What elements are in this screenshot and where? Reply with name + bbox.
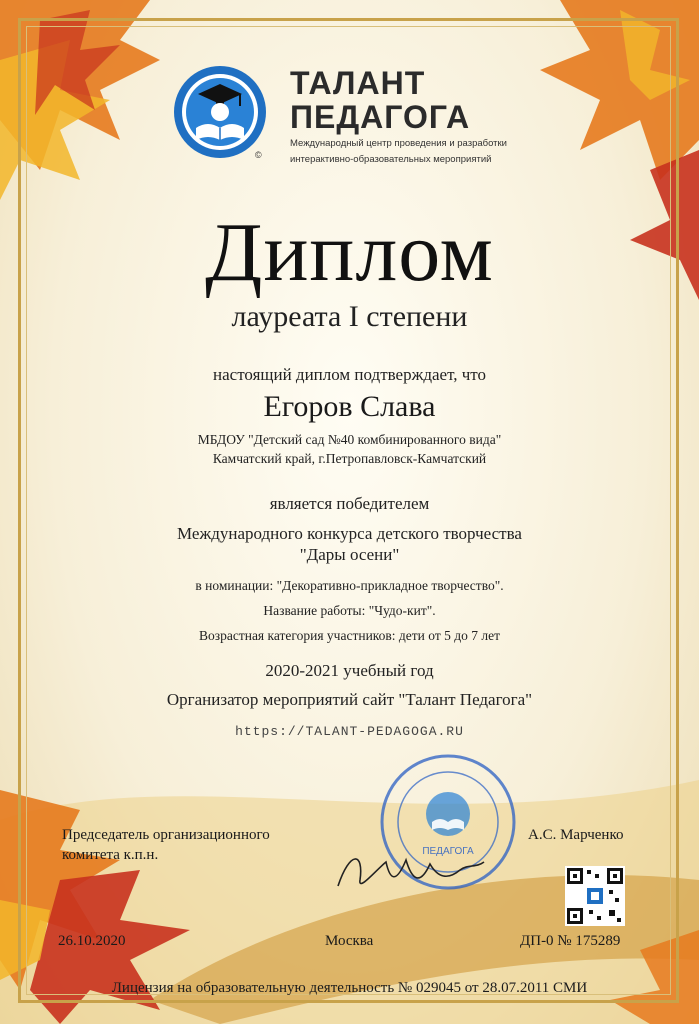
brand-tagline-line2: интерактивно-образовательных мероприятий [290, 154, 492, 165]
license-text: Лицензия на образовательную деятельность № 029045 от 28.07.2011 СМИ [111, 980, 588, 996]
age-category-text: Возрастная категория участников: дети от 5 до 7 лет [199, 628, 500, 643]
institution-text: МБДОУ "Детский сад №40 комбинированного вида" [197, 432, 502, 447]
school-year-text: 2020-2021 учебный год [265, 661, 434, 680]
talant-pedagoga-logo-icon [172, 64, 268, 160]
stamp-label: ПЕДАГОГА [422, 846, 474, 857]
nomination-text: в номинации: "Декоративно-прикладное творчество". [195, 578, 504, 593]
website-url: https://TALANT-PEDAGOGA.RU [235, 724, 464, 739]
brand-block [290, 66, 590, 166]
brand-name-line1: ТАЛАНТ [290, 65, 426, 101]
work-title-text: Название работы: "Чудо-кит". [263, 603, 436, 618]
signer-name: А.С. Марченко [528, 827, 624, 843]
diploma-subtitle: лауреата I степени [231, 300, 468, 333]
diploma-number: ДП-0 № 175289 [520, 933, 621, 949]
recipient-name: Егоров Слава [263, 390, 436, 423]
chair-title-line1: Председатель организационного [62, 827, 270, 843]
contest-line2: "Дары осени" [299, 545, 400, 564]
brand-tagline-line1: Международный центр проведения и разработки [290, 138, 507, 149]
contest-line1: Международного конкурса детского творчества [177, 524, 522, 543]
organizer-text: Организатор мероприятий сайт "Талант Педагога" [166, 690, 533, 709]
winner-text: является победителем [269, 494, 430, 513]
chair-title-line2: комитета к.п.н. [62, 847, 159, 863]
brand-name-line2: ПЕДАГОГА [290, 99, 471, 135]
copyright-mark: © [255, 150, 262, 160]
location-text: Камчатский край, г.Петропавловск-Камчатский [212, 451, 487, 466]
qr-code-icon [565, 866, 625, 926]
diploma-title: Диплом [205, 206, 494, 299]
signature-icon [330, 840, 490, 900]
confirm-text: настоящий диплом подтверждает, что [213, 365, 486, 384]
issue-date: 26.10.2020 [58, 933, 126, 949]
issue-city: Москва [325, 933, 374, 949]
